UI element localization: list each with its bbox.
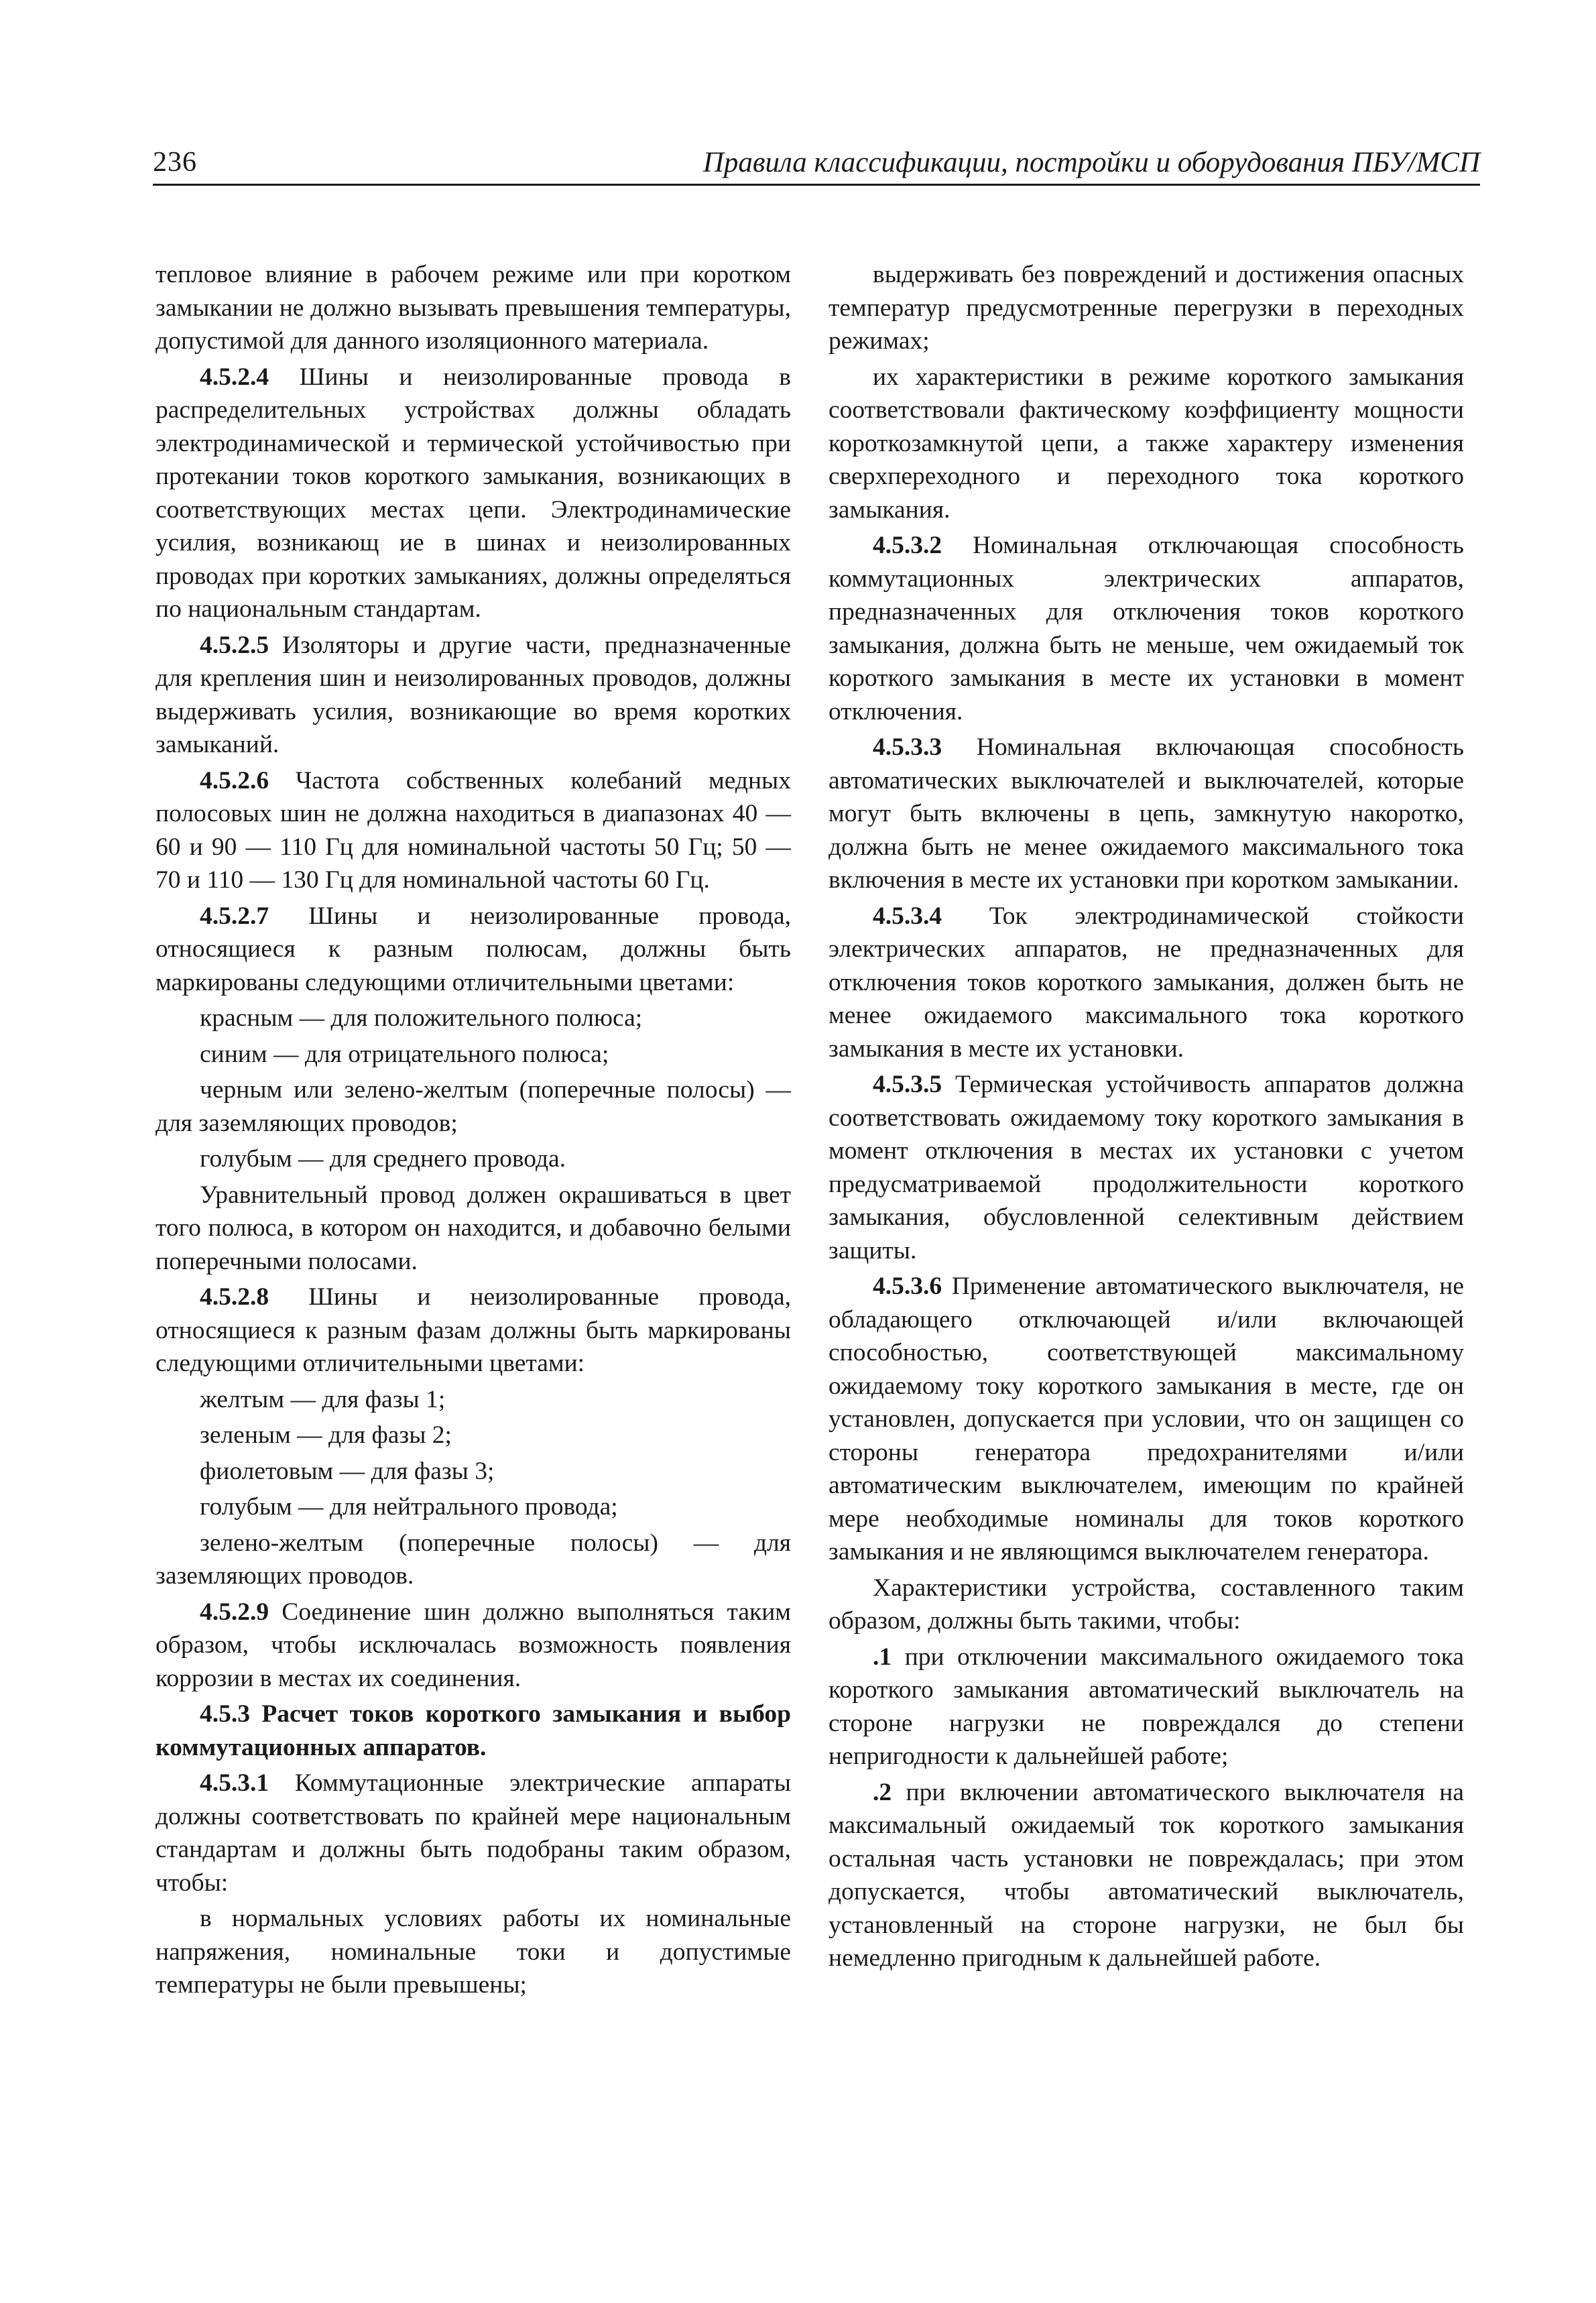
paragraph-4-5-2-4	[156, 361, 791, 626]
list-item: фиолетовым — для фазы 3;	[200, 1457, 495, 1485]
item-number: .1	[873, 1643, 892, 1671]
item-text: при отключении максимального ожидаемого тока короткого замыкания автоматический выключатель на стороне нагрузки не повреждался до степени непригодности к дальнейшей работе;	[828, 1643, 1464, 1770]
item-number: .2	[873, 1778, 892, 1806]
clause-text: Ток электродинамической стойкости электрических аппаратов, не предназначенных для отключения токов короткого замыкания, должен быть не менее ожидаемого максимального тока короткого замыкания в месте их установки.	[828, 902, 1464, 1063]
page-number: 236	[153, 147, 197, 178]
paragraph-4-5-3-2	[828, 529, 1464, 728]
paragraph-4-5-2-5	[156, 629, 791, 762]
list-item: зеленым — для фазы 2;	[200, 1421, 452, 1449]
clause-number: 4.5.3.6	[873, 1273, 942, 1300]
list-item: выдерживать без повреждений и достижения опасных температур предусмотренные перегрузки в переходных режимах;	[828, 261, 1464, 355]
paragraph: Уравнительный провод должен окрашиваться в цвет того полюса, в котором он находится, и добавочно белыми поперечными полосами.	[156, 1181, 791, 1275]
clause-number: 4.5.2.6	[200, 766, 269, 794]
running-title: Правила классификации, постройки и оборудования ПБУ/МСП	[702, 147, 1480, 178]
clause-number: 4.5.2.4	[200, 363, 269, 391]
list-item: желтым — для фазы 1;	[200, 1385, 446, 1413]
clause-text: Коммутационные электрические аппараты должны соответствовать по крайней мере национальным стандартам и должны быть подобраны таким образом, чтобы:	[156, 1769, 791, 1897]
clause-number: 4.5.2.7	[200, 902, 269, 930]
paragraph-4-5-2-6	[156, 764, 791, 897]
right-column	[828, 258, 1464, 1978]
list-item: черным или зелено-желтым (поперечные полосы) — для заземляющих проводов;	[156, 1076, 791, 1137]
list-item: голубым — для нейтрального провода;	[200, 1493, 618, 1521]
list-item: красным — для положительного полюса;	[200, 1004, 643, 1032]
list-item-1	[828, 1641, 1464, 1773]
page-header	[153, 141, 1480, 189]
paragraph: тепловое влияние в рабочем режиме или при коротком замыкании не должно вызывать превышения температуры, допустимой для данного изоляционного материала.	[156, 261, 791, 355]
paragraph-4-5-2-8	[156, 1281, 791, 1380]
clause-number: 4.5.2.5	[200, 631, 269, 659]
clause-text: Шины и неизолированные провода в распределительных устройствах должны обладать электродинамической и термической устойчивостью при протекании токов короткого замыкания, возникающих в соответствующих местах цепи. Электродинамические усилия, возникающ ие в шинах и неизолированных проводах при коротких замыканиях, должны определяться по национальным стандартам.	[156, 363, 791, 623]
left-column	[156, 258, 791, 2005]
paragraph-4-5-3-5	[828, 1068, 1464, 1267]
paragraph-4-5-3-1	[156, 1767, 791, 1899]
list-item: синим — для отрицательного полюса;	[200, 1040, 609, 1068]
clause-text: Применение автоматического выключателя, не обладающего отключающей и/или включающей способностью, соответствующей максимальному ожидаемому току короткого замыкания в месте, где он установлен, допускается при условии, что он защищен со стороны генератора предохранителями и/или автоматическим выключателем, имеющим по крайней мере необходимые номиналы для токов короткого замыкания и не являющимся выключателем генератора.	[828, 1273, 1464, 1566]
paragraph: Характеристики устройства, составленного таким образом, должны быть такими, чтобы:	[828, 1574, 1464, 1635]
clause-number: 4.5.3.2	[873, 532, 942, 559]
clause-text: Частота собственных колебаний медных полосовых шин не должна находиться в диапазонах 40 — 60 и 90 — 110 Гц для номинальной частоты 50 Гц; 50 — 70 и 110 — 130 Гц для номинальной частоты 60 Гц.	[156, 766, 791, 894]
list-item: голубым — для среднего провода.	[200, 1145, 566, 1173]
paragraph-4-5-2-9	[156, 1596, 791, 1696]
clause-text: Номинальная отключающая способность коммутационных электрических аппаратов, предназначенных для отключения токов короткого замыкания, должна быть не меньше, чем ожидаемый ток короткого замыкания в месте их установки в момент отключения.	[828, 532, 1464, 725]
clause-text: Изоляторы и другие части, предназначенные для крепления шин и неизолированных проводов, должны выдерживать усилия, возникающие во время коротких замыканий.	[156, 631, 791, 758]
clause-number: 4.5.3.5	[873, 1071, 942, 1098]
section-heading-4-5-3: 4.5.3 Расчет токов короткого замыкания и выбор коммутационных аппаратов.	[156, 1700, 791, 1761]
list-item: зелено-желтым (поперечные полосы) — для заземляющих проводов.	[156, 1529, 791, 1590]
clause-text: Шины и неизолированные провода, относящиеся к разным полюсам, должны быть маркированы следующими отличительными цветами:	[156, 902, 791, 996]
paragraph-4-5-3-6	[828, 1270, 1464, 1569]
clause-number: 4.5.3.3	[873, 733, 942, 761]
list-item: в нормальных условиях работы их номинальные напряжения, номинальные токи и допустимые температуры не были превышены;	[156, 1905, 791, 1999]
clause-number: 4.5.2.9	[200, 1598, 269, 1626]
clause-number: 4.5.3.1	[200, 1769, 269, 1797]
clause-text: Термическая устойчивость аппаратов должна соответствовать ожидаемому току короткого замыкания в момент отключения в местах их установки с учетом предусматриваемой продолжительности короткого замыкания, обусловленной селективным действием защиты.	[828, 1071, 1464, 1264]
clause-text: Шины и неизолированные провода, относящиеся к разным фазам должны быть маркированы следующими отличительными цветами:	[156, 1283, 791, 1377]
list-item: их характеристики в режиме короткого замыкания соответствовали фактическому коэффициенту мощности короткозамкнутой цепи, а также характеру изменения сверхпереходного и переходного тока короткого замыкания.	[828, 363, 1464, 524]
paragraph-4-5-2-7	[156, 900, 791, 1000]
clause-text: Соединение шин должно выполняться таким образом, чтобы исключалась возможность появления коррозии в местах их соединения.	[156, 1598, 791, 1692]
paragraph-4-5-3-4	[828, 900, 1464, 1066]
header-rule	[153, 184, 1480, 186]
item-text: при включении автоматического выключателя на максимальный ожидаемый ток короткого замыкания остальная часть установки не повреждалась; при этом допускается, чтобы автоматический выключатель, установленный на стороне нагрузки, не был бы немедленно пригодным к дальнейшей работе.	[828, 1778, 1464, 1972]
paragraph-4-5-3-3	[828, 731, 1464, 897]
list-item-2	[828, 1776, 1464, 1975]
clause-text: Номинальная включающая способность автоматических выключателей и выключателей, которые могут быть включены в цепь, замкнутую накоротко, должна быть не менее ожидаемого максимального тока включения в месте их установки при коротком замыкании.	[828, 733, 1464, 894]
clause-number: 4.5.2.8	[200, 1283, 269, 1311]
clause-number: 4.5.3.4	[873, 902, 942, 930]
